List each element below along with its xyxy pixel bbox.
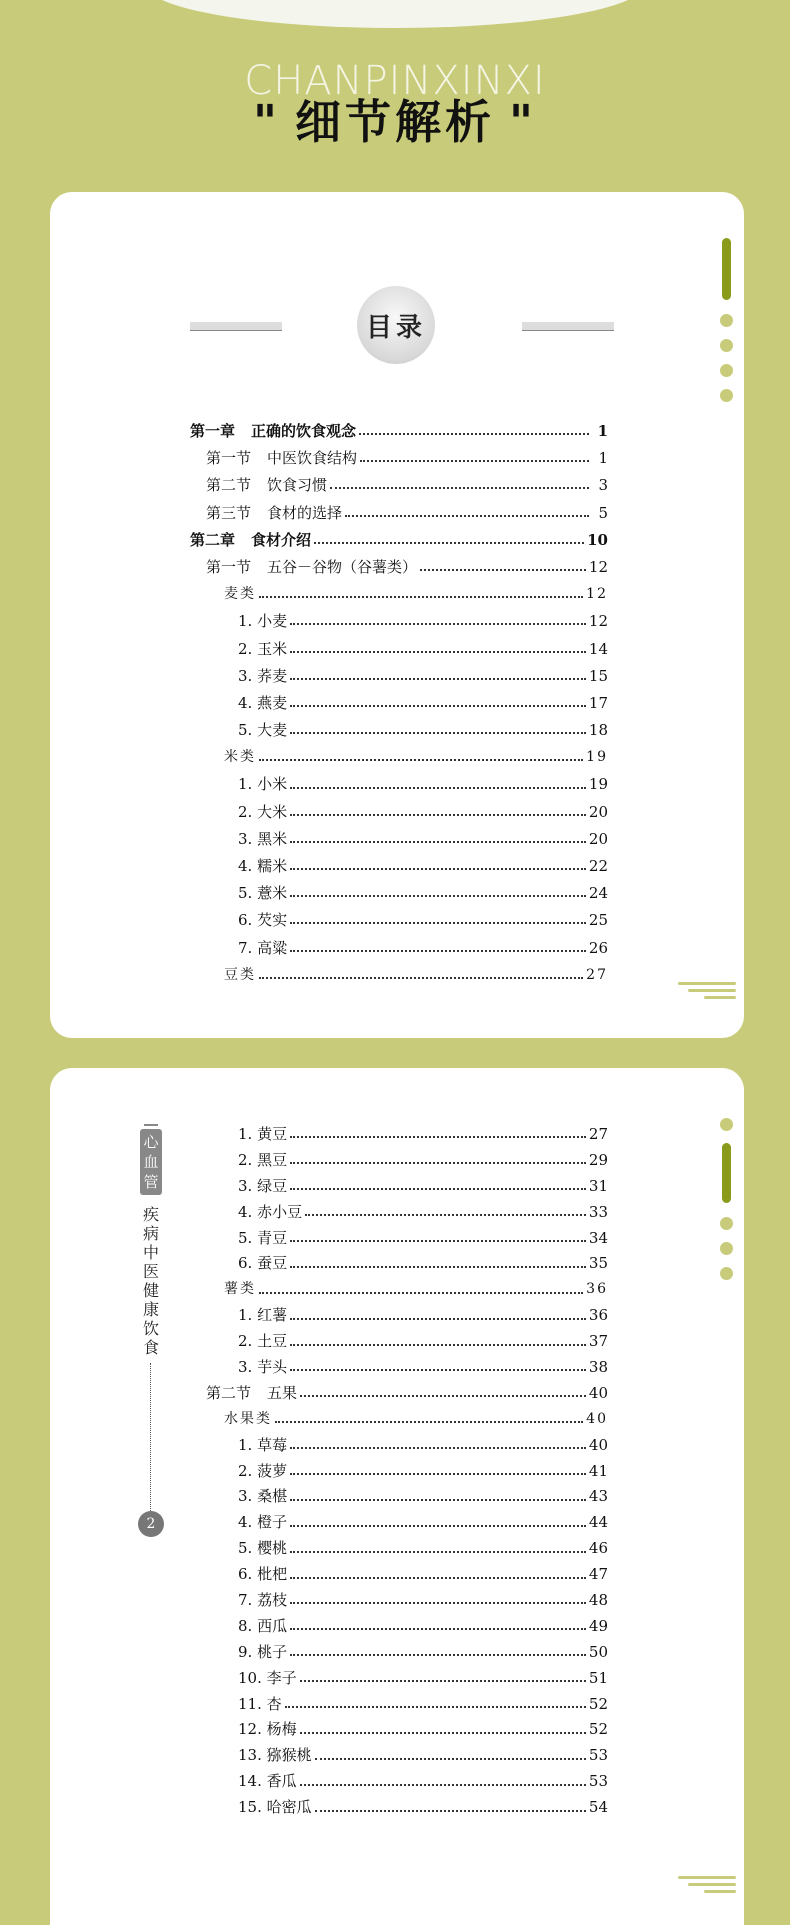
toc-entry-title xyxy=(238,935,287,962)
toc-page-number: 35 xyxy=(588,1254,608,1273)
toc-leader-dots xyxy=(290,1601,586,1604)
toc-entry-title xyxy=(238,1355,287,1381)
toc-entry[interactable] xyxy=(190,1743,608,1769)
page-indicator xyxy=(718,1118,734,1292)
toc-page-number: 25 xyxy=(588,911,608,930)
toc-heading-line-left xyxy=(190,322,282,331)
toc-page-number: 37 xyxy=(588,1332,608,1351)
toc-leader-dots xyxy=(345,514,589,517)
toc-entry[interactable] xyxy=(190,1510,608,1536)
toc-entry[interactable] xyxy=(190,771,608,798)
toc-leader-dots xyxy=(290,1627,586,1630)
page-indicator-dot[interactable] xyxy=(720,364,733,377)
toc-leader-dots xyxy=(259,1291,583,1294)
toc-entry-label: 4. 糯米 xyxy=(238,857,288,875)
toc-entry-title xyxy=(238,690,287,717)
toc-entry[interactable] xyxy=(190,1666,608,1692)
toc-leader-dots xyxy=(290,1498,586,1501)
toc-page-number: 54 xyxy=(588,1798,608,1817)
toc-entry-label: 7. 高粱 xyxy=(238,938,288,957)
toc-entry[interactable] xyxy=(190,1433,608,1459)
toc-entry-title xyxy=(206,1381,297,1407)
toc-leader-dots xyxy=(330,486,589,489)
toc-leader-dots xyxy=(290,1550,586,1553)
toc-entry[interactable] xyxy=(190,1407,608,1433)
toc-entry[interactable] xyxy=(190,1329,608,1355)
toc-entry-label: 1. 红薯 xyxy=(238,1306,288,1325)
toc-leader-dots xyxy=(315,1809,586,1812)
open-quote: " xyxy=(253,95,281,149)
toc-entry-title xyxy=(238,1484,287,1510)
toc-leader-dots xyxy=(300,1731,586,1734)
toc-entry[interactable] xyxy=(190,826,608,853)
toc-leader-dots xyxy=(259,976,583,979)
toc-entry[interactable] xyxy=(190,1148,608,1174)
toc-entry-label: 10. 李子 xyxy=(238,1668,297,1687)
toc-leader-dots xyxy=(259,595,583,598)
toc-page-number: 52 xyxy=(588,1694,608,1713)
toc-entry-label: 3. 桑椹 xyxy=(238,1487,288,1506)
top-arc-decoration xyxy=(145,0,645,28)
toc-entry-title xyxy=(224,1277,256,1303)
toc-page-number: 40 xyxy=(588,1435,608,1454)
toc-page-number: 12 xyxy=(588,612,608,631)
toc-entry-title xyxy=(238,1148,287,1174)
toc-entry[interactable] xyxy=(190,1122,608,1148)
toc-entry-title xyxy=(206,472,327,499)
toc-entry[interactable] xyxy=(190,1303,608,1329)
toc-entry-title xyxy=(238,1174,287,1200)
toc-entry-title xyxy=(238,1226,287,1252)
toc-entry-title xyxy=(238,1122,287,1148)
toc-entry-title xyxy=(224,1407,272,1433)
book-spine-label xyxy=(140,1124,166,1537)
toc-leader-dots xyxy=(290,650,586,653)
toc-leader-dots xyxy=(290,894,586,897)
toc-entry-label: 第二节 xyxy=(206,476,252,495)
toc-entry-title xyxy=(190,527,311,554)
toc-page-number: 36 xyxy=(588,1306,608,1325)
toc-page-number: 50 xyxy=(588,1642,608,1661)
page-indicator-active[interactable] xyxy=(722,1143,731,1203)
toc-entry-title xyxy=(238,853,287,880)
header-chinese-title xyxy=(0,86,790,152)
toc-entry-label: 14. 香瓜 xyxy=(238,1772,297,1791)
toc-page-number: 17 xyxy=(588,693,608,712)
toc-entry-text: 五谷－谷物（谷薯类） xyxy=(267,557,418,576)
toc-leader-dots xyxy=(360,459,589,462)
toc-entry[interactable] xyxy=(190,1536,608,1562)
toc-entry-label: 5. 青豆 xyxy=(238,1228,288,1247)
toc-entry-title xyxy=(238,1303,287,1329)
toc-leader-dots xyxy=(300,1783,586,1786)
toc-entry[interactable] xyxy=(190,636,608,663)
toc-page-number: 33 xyxy=(588,1202,608,1221)
toc-entry-label: 5. 薏米 xyxy=(238,884,288,903)
toc-leader-dots xyxy=(290,840,586,843)
spine-title: 疾 病 中 医 健 康 饮 食 xyxy=(142,1205,159,1357)
toc-leader-dots xyxy=(290,1239,586,1242)
toc-page-number: 31 xyxy=(588,1176,608,1195)
toc-leader-dots xyxy=(315,1757,586,1760)
toc-page-number: 36 xyxy=(586,1281,608,1298)
toc-page-number: 40 xyxy=(588,1383,608,1402)
toc-entry-title xyxy=(238,826,287,853)
toc-leader-dots xyxy=(290,867,586,870)
toc-entry-label: 米类 xyxy=(224,749,256,766)
toc-entry-title xyxy=(238,771,287,798)
toc-leader-dots xyxy=(290,1187,586,1190)
toc-page-number: 34 xyxy=(588,1228,608,1247)
toc-page-number: 5 xyxy=(598,503,608,522)
toc-entry-title xyxy=(238,1536,287,1562)
header-chinese-text: 细节解析 xyxy=(295,95,495,149)
toc-entry-label: 1. 小麦 xyxy=(238,612,288,631)
toc-entry-label: 2. 土豆 xyxy=(238,1332,288,1351)
toc-entry-title xyxy=(238,1510,287,1536)
toc-entry[interactable] xyxy=(190,445,608,472)
page-indicator-dot[interactable] xyxy=(720,1217,733,1230)
toc-page-number: 20 xyxy=(588,802,608,821)
toc-entry-label: 13. 猕猴桃 xyxy=(238,1746,312,1765)
toc-heading-line-right xyxy=(522,322,614,331)
close-quote: " xyxy=(509,95,537,149)
toc-entry[interactable] xyxy=(190,799,608,826)
toc-entry-text: 食材的选择 xyxy=(267,503,343,522)
toc-entry[interactable] xyxy=(190,1795,608,1821)
toc-entry[interactable] xyxy=(190,1717,608,1743)
toc-entry-title xyxy=(224,581,256,608)
toc-entry[interactable] xyxy=(190,880,608,907)
toc-heading-badge: 目录 xyxy=(357,286,435,364)
toc-entry-title xyxy=(224,744,256,771)
toc-entry-label: 8. 西瓜 xyxy=(238,1616,288,1635)
toc-entry-title xyxy=(238,1614,287,1640)
toc-entry-label: 3. 绿豆 xyxy=(238,1176,288,1195)
toc-leader-dots xyxy=(300,1394,586,1397)
toc-entry-title xyxy=(206,554,417,581)
toc-entry-title xyxy=(238,1200,302,1226)
toc-leader-dots xyxy=(290,1343,586,1346)
toc-entry-text: 五果 xyxy=(267,1383,298,1402)
toc-entry-title xyxy=(238,1640,287,1666)
toc-entry[interactable] xyxy=(190,1562,608,1588)
toc-page-number: 40 xyxy=(586,1410,608,1427)
toc-entry[interactable] xyxy=(190,1692,608,1718)
toc-entry-title xyxy=(238,1251,287,1277)
toc-entry[interactable] xyxy=(190,1614,608,1640)
toc-page-number: 43 xyxy=(588,1487,608,1506)
toc-entry[interactable] xyxy=(190,1588,608,1614)
toc-entry-label: 6. 枇杷 xyxy=(238,1565,288,1584)
toc-entry-label: 2. 玉米 xyxy=(238,639,288,658)
toc-entry[interactable] xyxy=(190,690,608,717)
corner-lines-decoration xyxy=(676,1876,736,1897)
toc-page-number: 52 xyxy=(588,1720,608,1739)
toc-page-number: 12 xyxy=(586,586,608,603)
toc-leader-dots xyxy=(290,1161,586,1164)
toc-page-number: 3 xyxy=(598,476,608,495)
toc-entry-title xyxy=(238,880,287,907)
spine-dotted-line xyxy=(150,1363,151,1511)
toc-entry-label: 7. 荔枝 xyxy=(238,1591,288,1610)
toc-leader-dots xyxy=(290,1265,586,1268)
toc-page-number: 22 xyxy=(588,857,608,875)
toc-entry-title xyxy=(238,799,287,826)
toc-entry[interactable] xyxy=(190,554,608,581)
toc-entry[interactable] xyxy=(190,581,608,608)
toc-entry-title xyxy=(238,1562,287,1588)
toc-leader-dots xyxy=(290,1576,586,1579)
page-indicator-dot[interactable] xyxy=(720,389,733,402)
toc-entry-label: 4. 燕麦 xyxy=(238,693,288,712)
spine-tick xyxy=(144,1124,158,1126)
toc-entry-title xyxy=(238,717,287,744)
toc-page-number: 27 xyxy=(588,1125,608,1143)
toc-leader-dots xyxy=(259,758,583,761)
toc-entry-title xyxy=(238,1459,287,1485)
toc-entry-label: 2. 黑豆 xyxy=(238,1150,288,1169)
toc-page-number: 51 xyxy=(588,1668,608,1687)
toc-entry-title xyxy=(238,636,287,663)
toc-entry-text: 中医饮食结构 xyxy=(267,449,358,468)
toc-entry-title xyxy=(238,1743,312,1769)
toc-list xyxy=(190,418,608,989)
toc-entry-title xyxy=(238,1588,287,1614)
toc-entry[interactable] xyxy=(190,1174,608,1200)
toc-leader-dots xyxy=(290,1317,586,1320)
toc-entry-title xyxy=(206,500,342,527)
toc-entry[interactable] xyxy=(190,527,608,554)
page-indicator-dot[interactable] xyxy=(720,1267,733,1280)
toc-entry[interactable] xyxy=(190,1484,608,1510)
toc-leader-dots xyxy=(290,622,586,625)
toc-entry-title xyxy=(206,445,357,472)
toc-entry[interactable] xyxy=(190,1226,608,1252)
toc-entry-title xyxy=(238,907,287,934)
toc-entry-title xyxy=(238,1666,297,1692)
toc-page-number: 41 xyxy=(588,1461,608,1480)
toc-leader-dots xyxy=(290,1135,586,1138)
toc-entry[interactable] xyxy=(190,1251,608,1277)
toc-entry-title xyxy=(238,1329,287,1355)
toc-entry[interactable] xyxy=(190,717,608,744)
toc-leader-dots xyxy=(290,921,586,924)
toc-entry-label: 5. 大麦 xyxy=(238,721,288,740)
toc-leader-dots xyxy=(290,704,586,707)
toc-leader-dots xyxy=(290,677,586,680)
toc-entry[interactable] xyxy=(190,1769,608,1795)
toc-entry[interactable] xyxy=(190,1355,608,1381)
toc-page-number: 19 xyxy=(586,749,608,766)
page-number-badge: 2 xyxy=(138,1511,164,1537)
toc-leader-dots xyxy=(300,1679,586,1682)
toc-page-number: 38 xyxy=(588,1358,608,1377)
toc-leader-dots xyxy=(290,786,586,789)
corner-lines-decoration xyxy=(676,982,736,1003)
toc-entry-label: 水果类 xyxy=(224,1410,272,1427)
page-indicator-dot[interactable] xyxy=(720,1242,733,1255)
toc-leader-dots xyxy=(314,541,584,544)
toc-entry[interactable] xyxy=(190,472,608,499)
toc-entry-text: 正确的饮食观念 xyxy=(251,422,357,440)
toc-entry[interactable] xyxy=(190,744,608,771)
toc-page-number: 1 xyxy=(597,422,608,440)
toc-entry-label: 麦类 xyxy=(224,586,256,603)
toc-leader-dots xyxy=(290,1472,586,1475)
toc-entry-label: 3. 芋头 xyxy=(238,1358,288,1377)
toc-entry-label: 第三节 xyxy=(206,503,252,522)
toc-page-number: 15 xyxy=(588,666,608,685)
toc-entry[interactable] xyxy=(190,907,608,934)
toc-page-number: 49 xyxy=(588,1616,608,1635)
toc-page-number: 10 xyxy=(587,530,608,549)
toc-entry[interactable] xyxy=(190,1277,608,1303)
toc-entry-title xyxy=(238,1433,287,1459)
toc-entry-label: 4. 赤小豆 xyxy=(238,1202,303,1221)
toc-entry-label: 2. 菠萝 xyxy=(238,1461,288,1480)
toc-page-number: 26 xyxy=(588,938,608,957)
toc-list xyxy=(190,1122,608,1821)
toc-entry-title xyxy=(238,1717,297,1743)
toc-entry-label: 第一节 xyxy=(206,449,252,468)
toc-entry-title xyxy=(238,1769,297,1795)
toc-leader-dots xyxy=(275,1420,583,1423)
toc-entry[interactable] xyxy=(190,608,608,635)
toc-entry-title xyxy=(238,1692,282,1718)
toc-entry-label: 1. 草莓 xyxy=(238,1435,288,1454)
toc-entry-label: 3. 荞麦 xyxy=(238,666,288,685)
toc-entry[interactable] xyxy=(190,500,608,527)
toc-entry-label: 第一节 xyxy=(206,557,252,576)
toc-leader-dots xyxy=(305,1213,586,1216)
toc-page-number: 53 xyxy=(588,1772,608,1791)
toc-page-number: 19 xyxy=(588,775,608,794)
toc-leader-dots xyxy=(290,949,586,952)
toc-entry-title xyxy=(238,1795,312,1821)
toc-entry[interactable] xyxy=(190,1640,608,1666)
toc-page-number: 44 xyxy=(588,1513,608,1532)
page-indicator-dot[interactable] xyxy=(720,1118,733,1131)
toc-entry-label: 3. 黑米 xyxy=(238,829,288,848)
toc-entry[interactable] xyxy=(190,935,608,962)
toc-leader-dots xyxy=(285,1705,586,1708)
toc-entry-title xyxy=(238,608,287,635)
toc-entry-label: 薯类 xyxy=(224,1281,256,1298)
toc-page-number: 12 xyxy=(588,557,608,576)
toc-entry-label: 1. 黄豆 xyxy=(238,1125,288,1143)
toc-page-number: 29 xyxy=(588,1150,608,1169)
toc-heading xyxy=(50,284,744,364)
toc-page-number: 18 xyxy=(588,721,608,740)
toc-entry[interactable] xyxy=(190,1381,608,1407)
toc-leader-dots xyxy=(359,432,589,435)
toc-entry-title xyxy=(190,418,356,445)
toc-page-number: 27 xyxy=(586,966,608,983)
toc-entry-label: 11. 杏 xyxy=(238,1694,282,1713)
toc-entry-label: 豆类 xyxy=(224,966,256,983)
toc-entry-label: 5. 樱桃 xyxy=(238,1539,288,1558)
toc-entry-title xyxy=(224,962,256,989)
toc-leader-dots xyxy=(290,1368,586,1371)
toc-entry-label: 6. 芡实 xyxy=(238,911,288,930)
toc-leader-dots xyxy=(290,813,586,816)
toc-leader-dots xyxy=(420,568,586,571)
toc-page-number: 53 xyxy=(588,1746,608,1765)
spine-category-tag: 心 血 管 xyxy=(140,1129,162,1195)
toc-entry-label: 6. 蚕豆 xyxy=(238,1254,288,1273)
toc-page-number: 14 xyxy=(588,639,608,658)
toc-entry[interactable] xyxy=(190,1200,608,1226)
toc-entry[interactable] xyxy=(190,418,608,445)
toc-entry-text: 饮食习惯 xyxy=(267,476,328,495)
toc-page-2 xyxy=(50,1068,744,1925)
toc-page-number: 46 xyxy=(588,1539,608,1558)
toc-entry-label: 9. 桃子 xyxy=(238,1642,288,1661)
toc-leader-dots xyxy=(290,731,586,734)
toc-entry-label: 15. 哈密瓜 xyxy=(238,1798,312,1817)
toc-entry[interactable] xyxy=(190,853,608,880)
header-english-title: CHANPINXINXI xyxy=(244,58,546,104)
toc-page-number: 24 xyxy=(588,884,608,903)
toc-page-number: 47 xyxy=(588,1565,608,1584)
toc-entry-label: 第二节 xyxy=(206,1383,252,1402)
toc-page-number: 20 xyxy=(588,829,608,848)
toc-entry-title xyxy=(238,663,287,690)
toc-entry[interactable] xyxy=(190,1459,608,1485)
toc-leader-dots xyxy=(290,1524,586,1527)
toc-page-number: 48 xyxy=(588,1591,608,1610)
toc-entry-label: 1. 小米 xyxy=(238,775,288,794)
toc-page-number: 1 xyxy=(598,449,608,468)
toc-entry[interactable] xyxy=(190,962,608,989)
toc-leader-dots xyxy=(290,1446,586,1449)
toc-entry-label: 12. 杨梅 xyxy=(238,1720,297,1739)
toc-entry-label: 第二章 xyxy=(190,530,236,549)
toc-entry-label: 第一章 xyxy=(190,422,236,440)
toc-leader-dots xyxy=(290,1653,586,1656)
toc-entry[interactable] xyxy=(190,663,608,690)
toc-entry-label: 2. 大米 xyxy=(238,802,288,821)
toc-entry-text: 食材介绍 xyxy=(251,530,312,549)
toc-page-1 xyxy=(50,192,744,1038)
toc-entry-label: 4. 橙子 xyxy=(238,1513,288,1532)
